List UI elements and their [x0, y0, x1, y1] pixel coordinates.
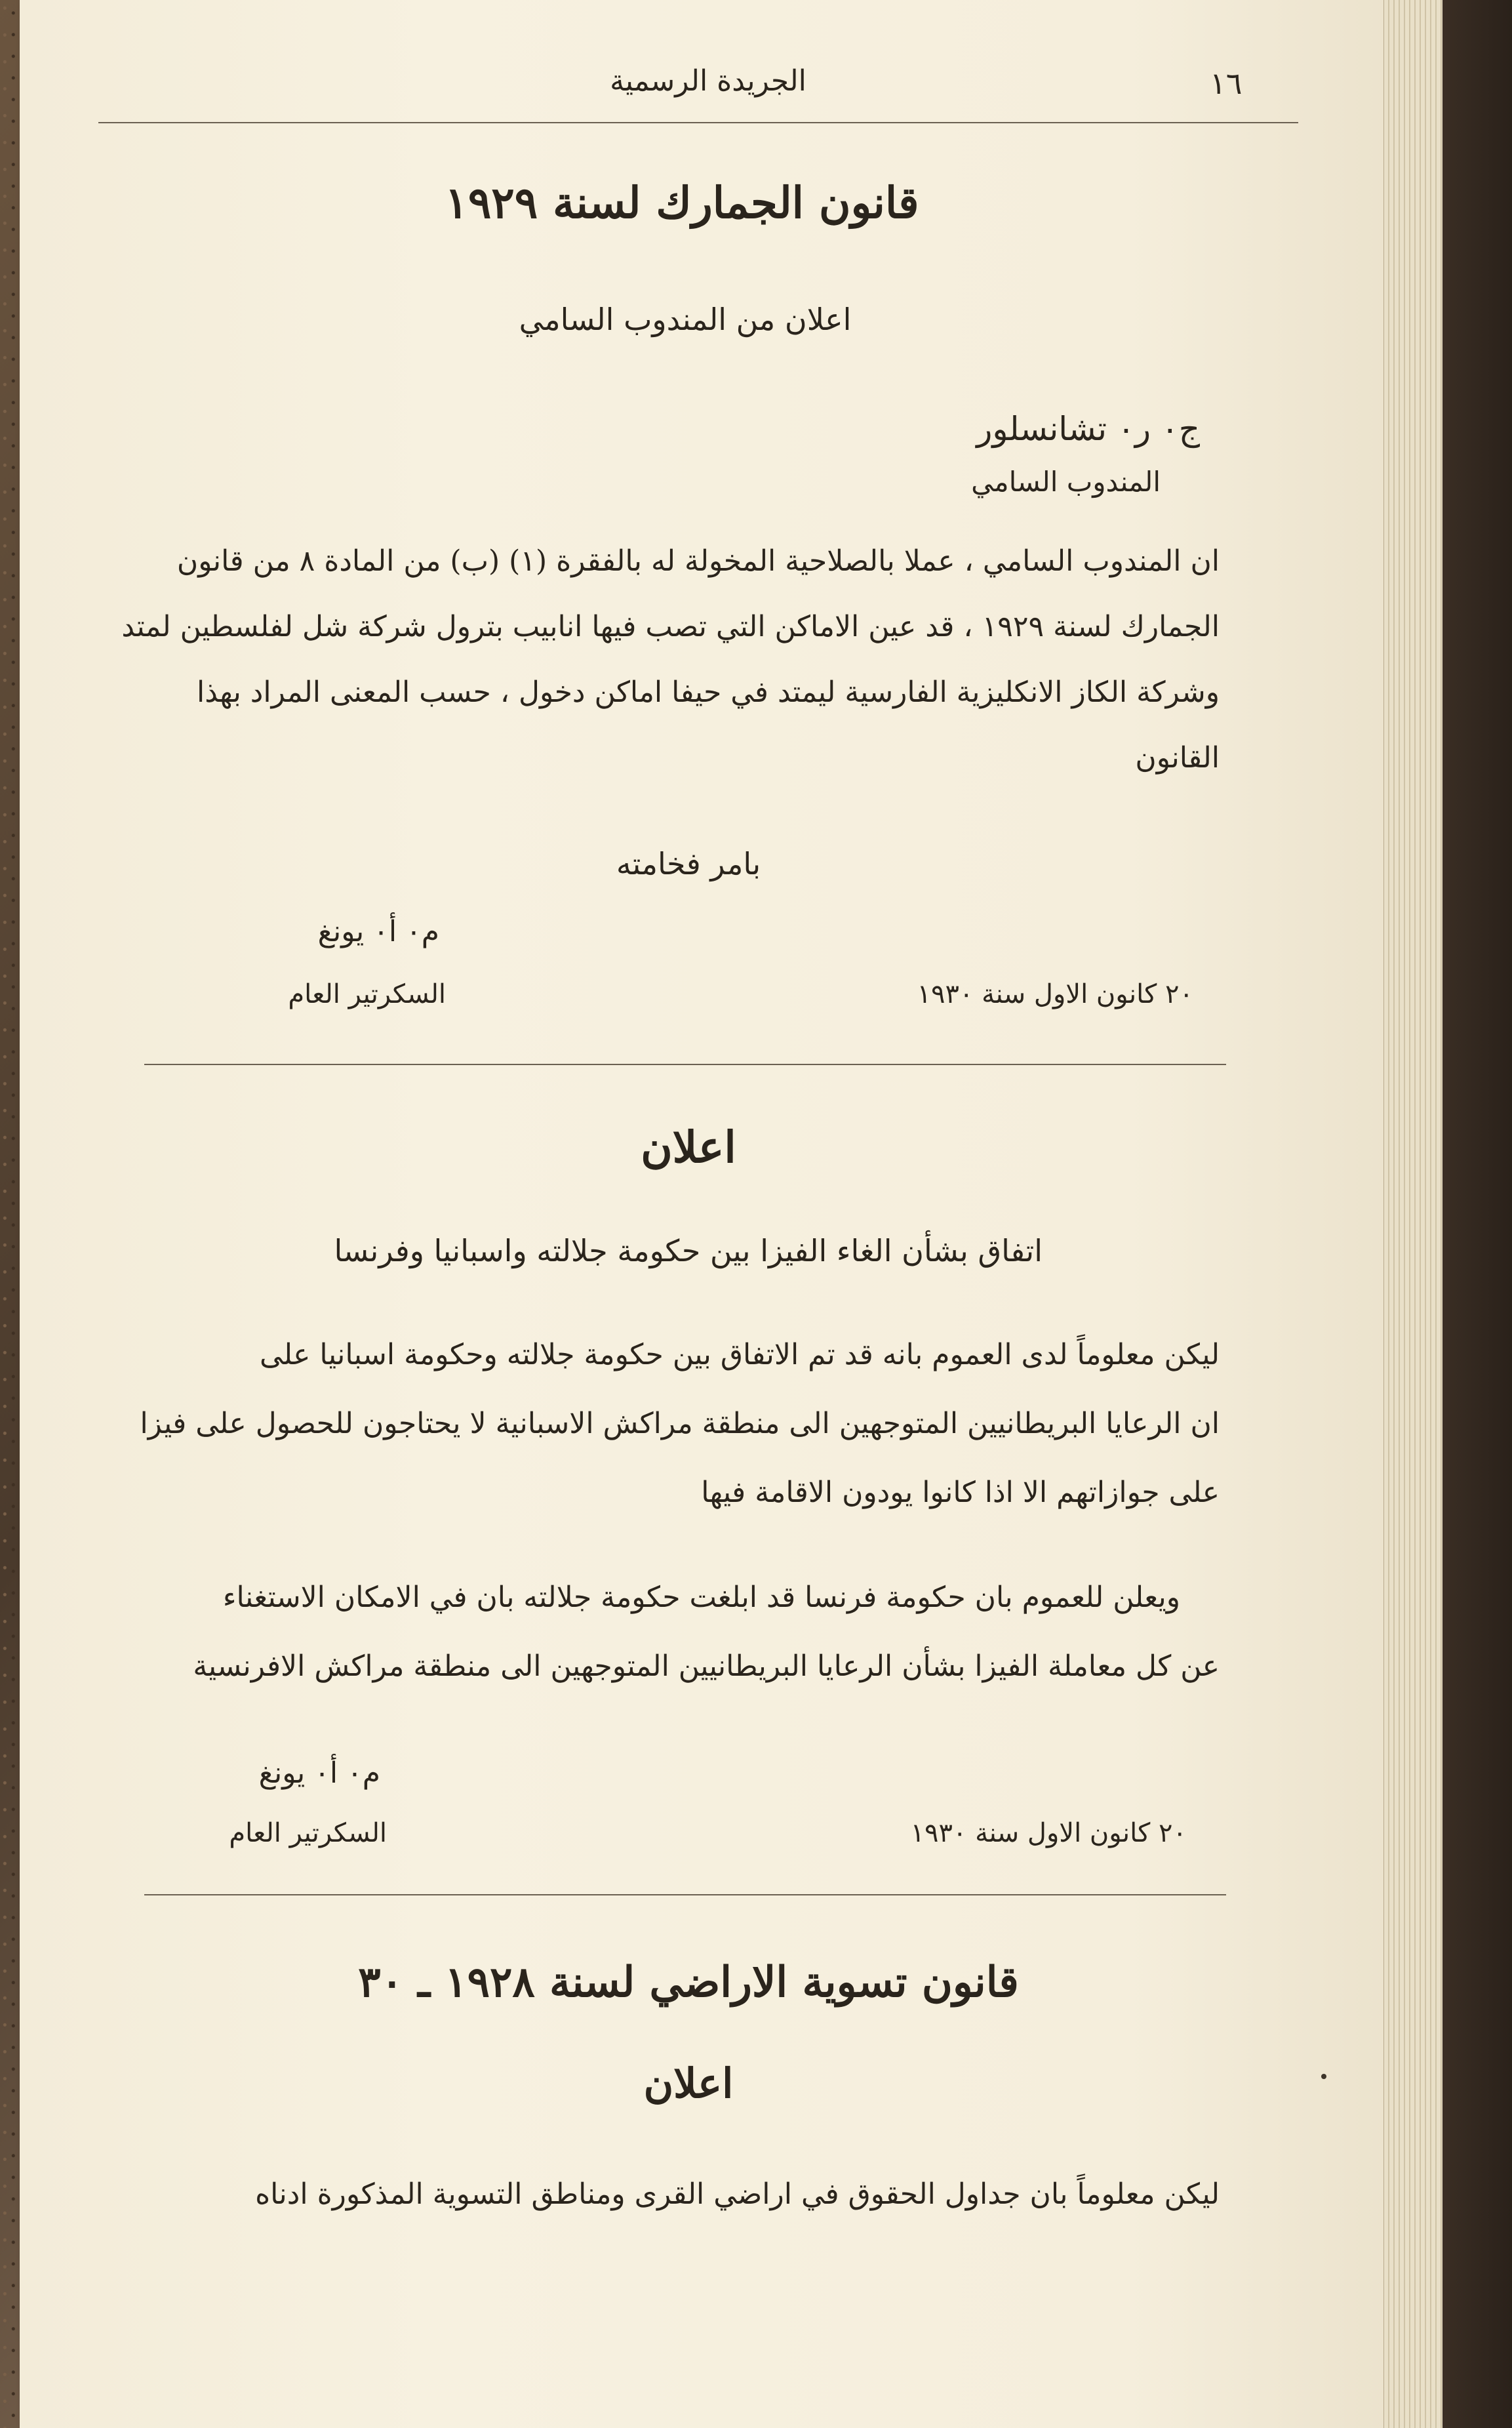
by-order-line: بامر فخامته — [616, 846, 761, 881]
secretary-title: السكرتير العام — [229, 1818, 387, 1848]
section2-para2-line: ويعلن للعموم بان حكومة فرنسا قد ابلغت حكومة جلالته بان في الامكان الاستغناء — [222, 1581, 1180, 1614]
section1-body-line: القانون — [1135, 741, 1220, 775]
section1-body-line: وشركة الكاز الانكليزية الفارسية ليمتد في حيفا اماكن دخول ، حسب المعنى المراد بهذا — [196, 676, 1220, 709]
secretary-name: م٠ أ٠ يونغ — [258, 1756, 380, 1790]
section3-title: قانون تسوية الاراضي لسنة ١٩٢٨ ـ ٣٠ — [358, 1958, 1019, 2007]
section1-body-line: ان المندوب السامي ، عملا بالصلاحية المخولة له بالفقرة (١) (ب) من المادة ٨ من قانون — [176, 544, 1220, 578]
section2-para2-line: عن كل معاملة الفيزا بشأن الرعايا البريطانيين المتوجهين الى منطقة مراكش الافرنسية — [193, 1649, 1220, 1683]
secretary-title: السكرتير العام — [288, 979, 446, 1009]
section3-body-line: ليكن معلوماً بان جداول الحقوق في اراضي القرى ومناطق التسوية المذكورة ادناه — [255, 2177, 1220, 2211]
section1-body-line: الجمارك لسنة ١٩٢٩ ، قد عين الاماكن التي تصب فيها انابيب بترول شركة شل لفلسطين لمتد — [121, 610, 1220, 643]
header-rule — [98, 122, 1298, 123]
section-divider — [144, 1894, 1226, 1895]
gazette-title: الجريدة الرسمية — [610, 64, 806, 98]
signatory-title: المندوب السامي — [971, 466, 1161, 498]
page-number: ١٦ — [1210, 66, 1243, 101]
section2-para1-line: ان الرعايا البريطانيين المتوجهين الى منطقة مراكش الاسبانية لا يحتاجون للحصول على فيزا — [140, 1407, 1220, 1440]
notice-date: ٢٠ كانون الاول سنة ١٩٣٠ — [917, 979, 1193, 1009]
secretary-name: م٠ أ٠ يونغ — [317, 915, 439, 948]
section-divider — [144, 1064, 1226, 1065]
section2-subtitle: اتفاق بشأن الغاء الفيزا بين حكومة جلالته واسبانيا وفرنسا — [334, 1233, 1043, 1268]
section2-para1-line: ليكن معلوماً لدى العموم بانه قد تم الاتفاق بين حكومة جلالته وحكومة اسبانيا على — [259, 1338, 1220, 1371]
signatory-name: ج٠ ر٠ تشانسلور — [976, 410, 1200, 448]
binding-shadow — [1442, 0, 1512, 2428]
section1-title: قانون الجمارك لسنة ١٩٢٩ — [445, 177, 919, 228]
ink-speck — [1321, 2074, 1326, 2079]
section2-para1-line: على جوازاتهم الا اذا كانوا يودون الاقامة فيها — [701, 1476, 1220, 1509]
gazette-page — [20, 0, 1403, 2428]
notice-date: ٢٠ كانون الاول سنة ١٩٣٠ — [910, 1818, 1187, 1848]
section3-subtitle: اعلان — [643, 2059, 734, 2107]
section1-subtitle: اعلان من المندوب السامي — [519, 302, 852, 337]
section2-title: اعلان — [641, 1122, 736, 1173]
page-stack-edges — [1383, 0, 1443, 2428]
